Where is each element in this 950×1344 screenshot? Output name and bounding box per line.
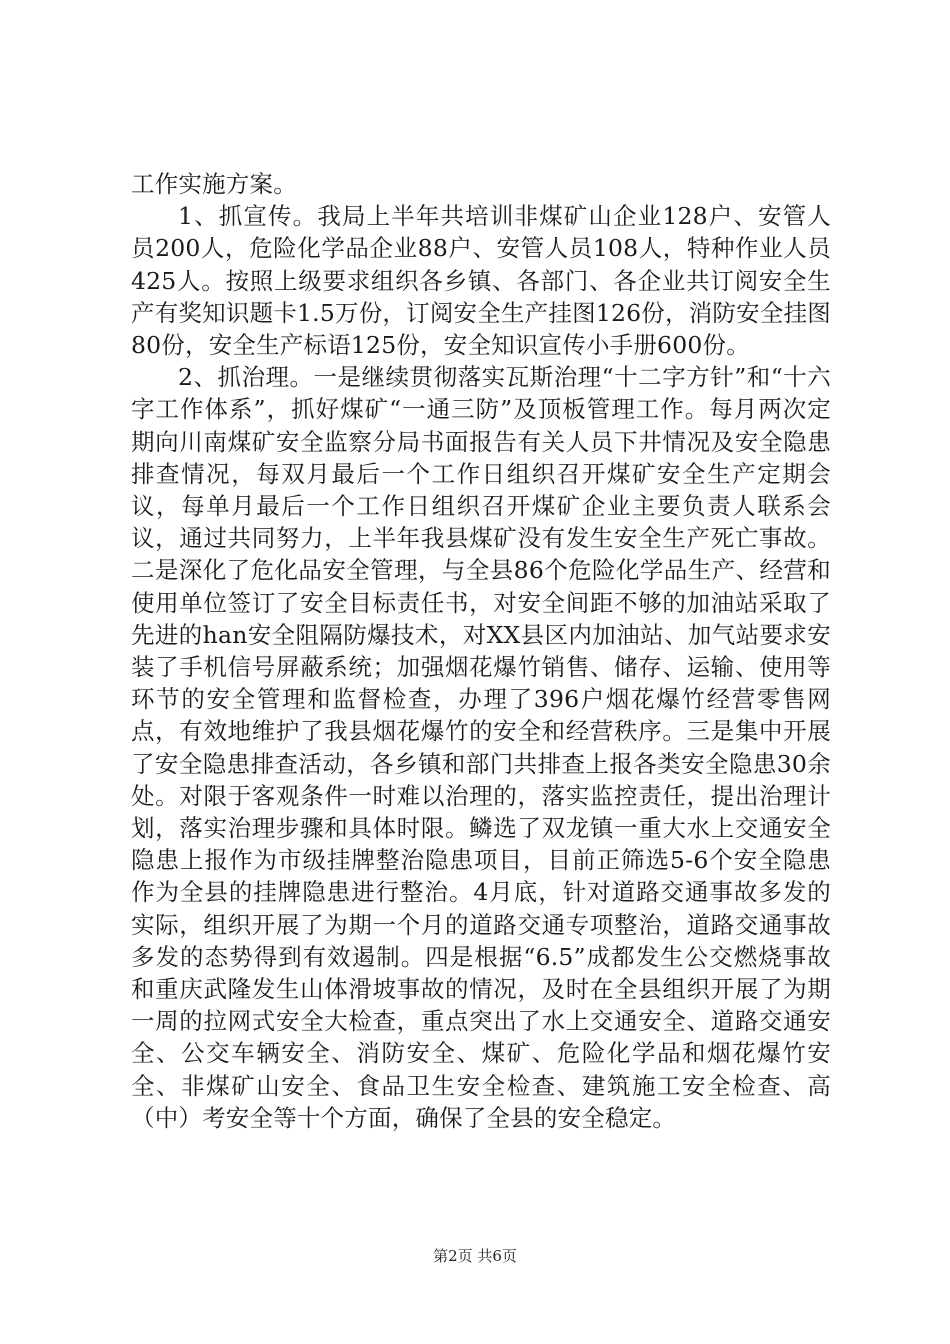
- page-number-footer: 第2页 共6页: [433, 1247, 517, 1265]
- paragraph-continuation: 工作实施方案。: [131, 170, 297, 198]
- document-body: [131, 168, 831, 1134]
- paragraph-publicity: 1、抓宣传。我局上半年共培训非煤矿山企业128户、安管人员200人，危险化学品企业88户、安管人员108人，特种作业人员425人。按照上级要求组织各乡镇、各部门、各企业共订阅安全生产有奖知识题卡1.5万份，订阅安全生产挂图126份，消防安全挂图80份，安全生产标语125份，安全知识宣传小手册600份。: [131, 202, 831, 360]
- paragraph-governance: 2、抓治理。一是继续贯彻落实瓦斯治理“十二字方针”和“十六字工作体系”，抓好煤矿“一通三防”及顶板管理工作。每月两次定期向川南煤矿安全监察分局书面报告有关人员下井情况及安全隐患排查情况，每双月最后一个工作日组织召开煤矿安全生产定期会议，每单月最后一个工作日组织召开煤矿企业主要负责人联系会议，通过共同努力，上半年我县煤矿没有发生安全生产死亡事故。二是深化了危化品安全管理，与全县86个危险化学品生产、经营和使用单位签订了安全目标责任书，对安全间距不够的加油站采取了先进的han安全阻隔防爆技术，对XX县区内加油站、加气站要求安装了手机信号屏蔽系统；加强烟花爆竹销售、储存、运输、使用等环节的安全管理和监督检查，办理了396户烟花爆竹经营零售网点，有效地维护了我县烟花爆竹的安全和经营秩序。三是集中开展了安全隐患排查活动，各乡镇和部门共排查上报各类安全隐患30余处。对限于客观条件一时难以治理的，落实监控责任，提出治理计划，落实治理步骤和具体时限。鳞选了双龙镇一重大水上交通安全隐患上报作为市级挂牌整治隐患项目，目前正筛选5-6个安全隐患作为全县的挂牌隐患进行整治。4月底，针对道路交通事故多发的实际，组织开展了为期一个月的道路交通专项整治，道路交通事故多发的态势得到有效遏制。四是根据“6.5”成都发生公交燃烧事故和重庆武隆发生山体滑坡事故的情况，及时在全县组织开展了为期一周的拉网式安全大检查，重点突出了水上交通安全、道路交通安全、公交车辆安全、消防安全、煤矿、危险化学品和烟花爆竹安全、非煤矿山安全、食品卫生安全检查、建筑施工安全检查、高（中）考安全等十个方面，确保了全县的安全稳定。: [131, 363, 831, 1132]
